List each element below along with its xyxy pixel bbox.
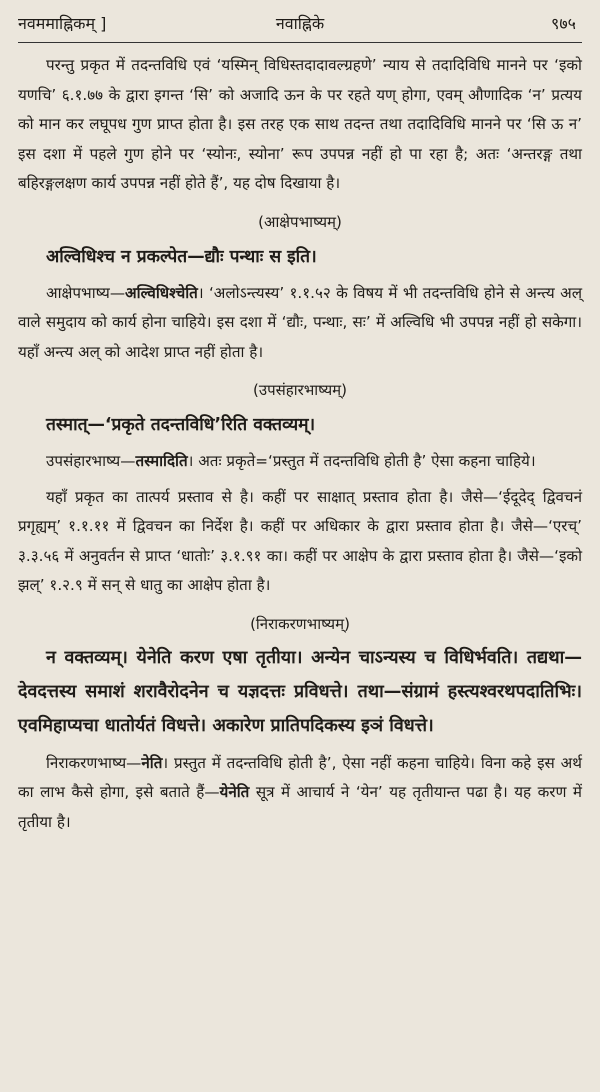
paragraph-3-prefix: उपसंहारभाष्य— [46,452,136,470]
paragraph-3-bold: तस्मादिति [135,452,188,470]
paragraph-3 [18,447,582,477]
running-header [18,8,582,42]
bhashya-verse-1: अल्विधिश्च न प्रकल्पेत—द्यौः पन्थाः स इति। [46,246,317,267]
section-heading-upasamhara: (उपसंहारभाष्यम्) [253,381,347,399]
bhashya-verse-2: तस्मात्—‘प्रकृते तदन्तविधि’रिति वक्तव्यम्। [46,415,316,435]
paragraph-4: यहाँ प्रकृत का तात्पर्य प्रस्ताव से है। कहीं पर साक्षात् प्रस्ताव होता है। जैसे—‘ईदूदेद् द्विवचनं प्रगृह्यम्’ १.१.११ में द्विवचन का निर्देश है। कहीं पर अधिकार के द्वारा प्रस्ताव होता है। जैसे—‘एरच्’ ३.३.५६ में अनुवर्तन से प्राप्त ‘धातोः’ ३.१.९१ का। कहीं पर आक्षेप के द्वारा प्रस्ताव होता है। जैसे—‘इको झल्’ १.२.९ में सन् से धातु का आक्षेप होता है। [18,487,582,594]
paragraph-2-bold: अल्विधिश्चेति [125,283,198,302]
bhashya-verse-3: न वक्तव्यम्। येनेति करण एषा तृतीया। अन्येन चाऽन्यस्य च विधिर्भवति। तद्यथा—देवदत्तस्य समाशं शरावैरोदनेन च यज्ञदत्तः प्रविधत्ते। तथा—संग्रामं हस्त्यश्वरथपदातिभिः। एवमिहाप्यचा धातोर्यतं विधत्ते। अकारेण प्रातिपदिकस्य इञं विधत्ते। [18,646,582,736]
paragraph-5-prefix: निराकरणभाष्य— [46,753,142,772]
paragraph-2-prefix: आक्षेपभाष्य— [46,283,126,302]
paragraph-5-text-2: सूत्र में आचार्य ने ‘येन’ यह तृतीयान्त पढा है। यह करण में तृतीया है। [18,783,582,831]
page-number: ९७५ [551,14,576,33]
paragraph-5-bold-1: नेति [141,753,163,772]
paragraph-5-text-1: । प्रस्तुत में तदन्तविधि होती है’, ऐसा नहीं कहना चाहिये। विना कहे इस अर्थ का लाभ कैसे होगा, इसे बताते हैं— [18,753,582,801]
paragraph-1: परन्तु प्रकृत में तदन्तविधि एवं ‘यस्मिन् विधिस्तदादावल्ग्रहणे’ न्याय से तदादिविधि मानने पर ‘इको यणचि’ ६.१.७७ के द्वारा इगन्त ‘सि’ को अजादि ऊन के पर रहते यण् होगा, एवम् औणादिक ‘न’ प्रत्यय को मान कर लघूपध गुण प्राप्त होता है। इस तरह एक साथ तदन्त तथा तदादिविधि मानने पर ‘सि ऊ न’ इस दशा में पहले गुण होने पर ‘स्योनः, स्योना’ रूप उपपन्न नहीं हो पा रहा है; अतः ‘अन्तरङ्ग तथा बहिरङ्गलक्षण कार्य उपपन्न नहीं होते हैं’, यह दोष दिखाया है। [18,56,582,192]
section-heading-nirakarana: (निराकरणभाष्यम्) [250,614,350,633]
paragraph-2 [18,279,582,368]
paragraph-5 [18,749,582,838]
paragraph-2-text: । ‘अलोऽन्त्यस्य’ १.१.५२ के विषय में भी तदन्तविधि होने से अन्त्य अल् वाले समुदाय को कार्य होना चाहिये। इस दशा में ‘द्यौः, पन्थाः, सः’ में अल्विधि भी उपपन्न नहीं हो सकेगा। यहाँ अन्त्य अल् को आदेश प्राप्त नहीं होता है। [18,283,582,361]
paragraph-5-bold-2: येनेति [219,783,250,801]
chapter-title: नवममाह्निकम् ] [18,14,107,33]
book-title: नवाह्निके [275,14,325,33]
section-heading-akshepa: (आक्षेपभाष्यम्) [258,212,342,231]
paragraph-3-text: । अतः प्रकृते=‘प्रस्तुत में तदन्तविधि होती है’ ऐसा कहना चाहिये। [187,452,536,470]
header-rule [18,42,582,43]
